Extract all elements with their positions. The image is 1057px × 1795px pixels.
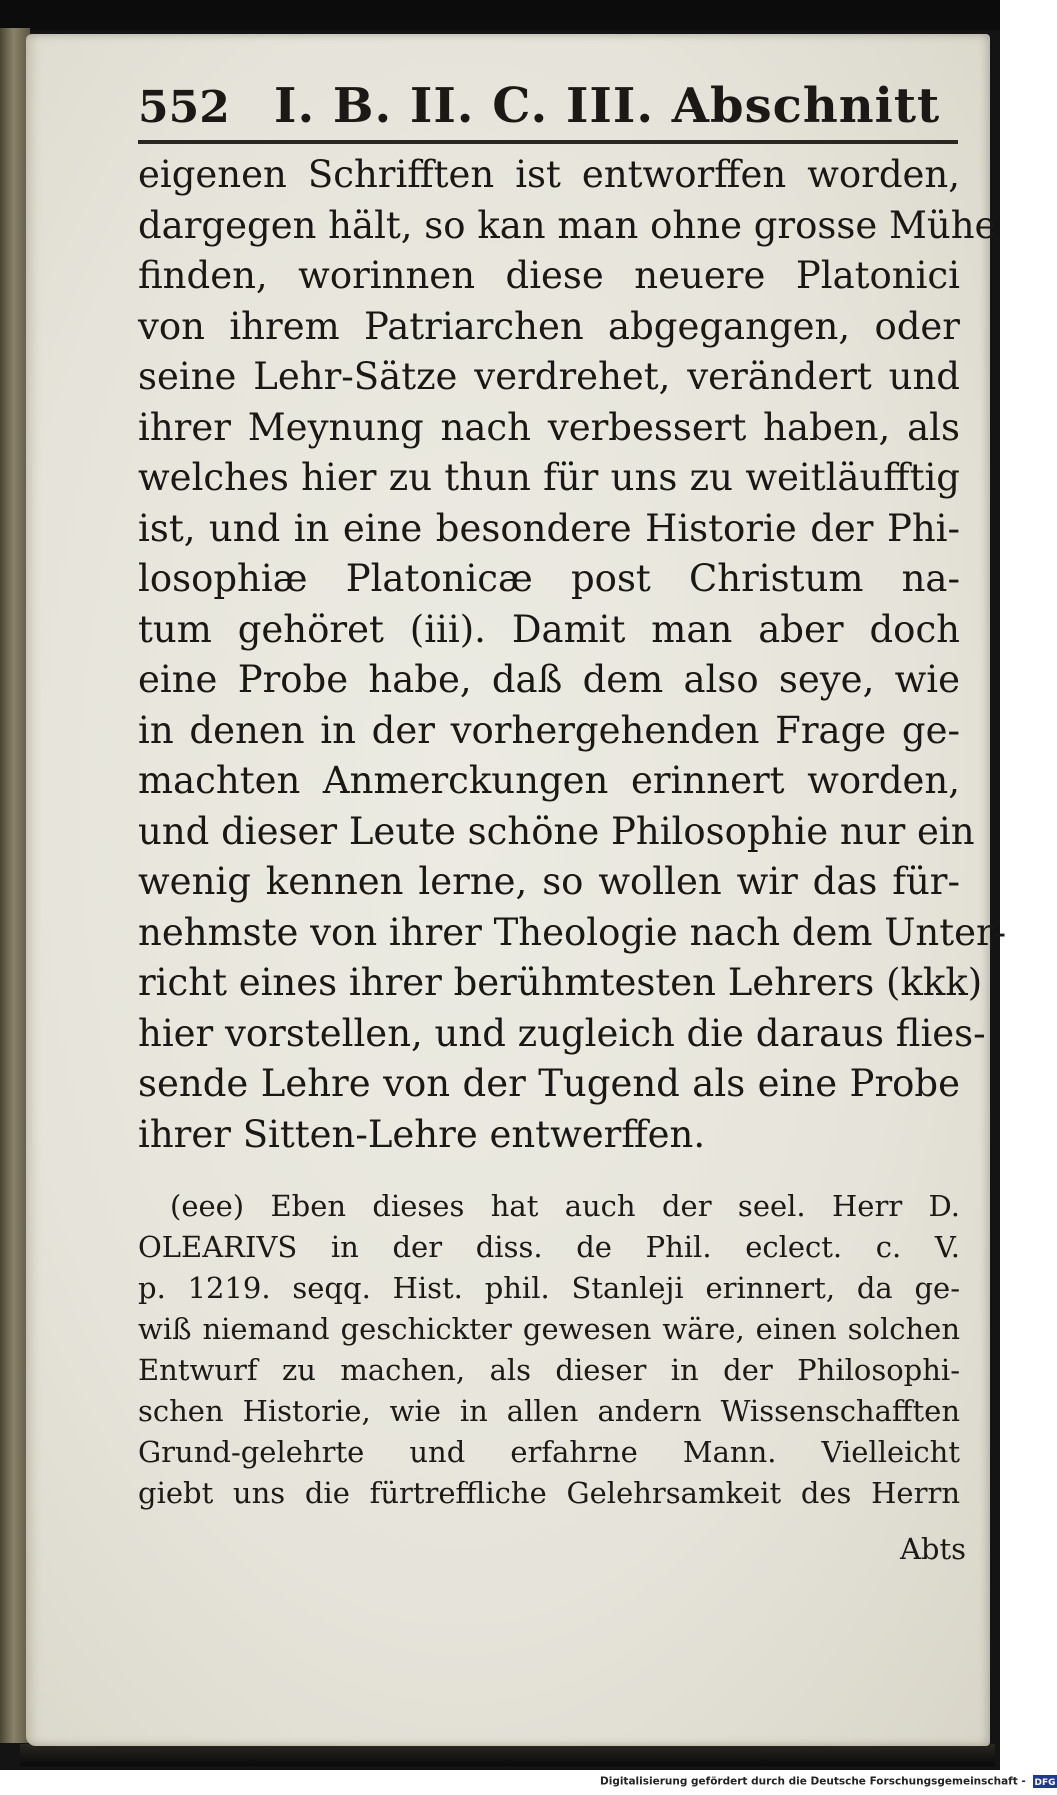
- text-line: richt eines ihrer berühmtesten Lehrers (kkk): [138, 961, 983, 1004]
- footnote-line: p. 1219. seqq. Hist. phil. Stanleji erinnert, da ge-: [138, 1271, 960, 1305]
- text-line: ihrer Meynung nach verbessert haben, als: [138, 405, 960, 449]
- text-line: losophiæ Platonicæ post Christum na-: [138, 557, 960, 600]
- footnote-line: Entwurf zu machen, als dieser in der Philosophi-: [138, 1353, 960, 1387]
- text-line: welches hier zu thun für uns zu weitläufftig: [138, 456, 960, 499]
- page-number: 552: [138, 82, 230, 133]
- text-line: eine Probe habe, daß dem also seye, wie: [138, 658, 960, 701]
- text-line: nehmste von ihrer Theologie nach dem Unter-: [138, 910, 1007, 954]
- main-text-block: [138, 150, 1007, 1160]
- footnote-line: OLEARIVS in der diss. de Phil. eclect. c. V.: [138, 1230, 960, 1264]
- footnote-line: wiß niemand geschickter gewesen wäre, einen solchen: [138, 1312, 960, 1346]
- text-line: hier vorstellen, und zugleich die daraus flies-: [138, 1011, 986, 1055]
- text-line: dargegen hält, so kan man ohne grosse Mühe: [138, 203, 997, 247]
- text-line: ihrer Sitten-Lehre entwerffen.: [138, 1112, 706, 1156]
- text-line: machten Anmerckungen erinnert worden,: [138, 759, 960, 802]
- dfg-logo-icon: [1033, 1775, 1057, 1788]
- text-line: in denen in der vorhergehenden Frage ge-: [138, 708, 960, 752]
- footnote-line: giebt uns die fürtreffliche Gelehrsamkeit des Herrn: [138, 1476, 960, 1510]
- text-line: wenig kennen lerne, so wollen wir das für-: [138, 860, 960, 903]
- text-line: finden, worinnen diese neuere Platonici: [138, 254, 960, 297]
- page-header: [138, 78, 958, 138]
- text-line: von ihrem Patriarchen abgegangen, oder: [138, 304, 960, 348]
- scan-top-strip: [0, 0, 1000, 30]
- footnote-line: (eee) Eben dieses hat auch der seel. Herr D.: [170, 1189, 960, 1223]
- catchword: Abts: [899, 1532, 966, 1566]
- footnote-line: Grund-gelehrte und erfahrne Mann. Vielleicht: [138, 1435, 960, 1469]
- text-line: seine Lehr-Sätze verdrehet, verändert und: [138, 355, 960, 398]
- text-line: eigenen Schrifften ist entworffen worden,: [138, 153, 960, 196]
- text-line: ist, und in eine besondere Historie der Phi-: [138, 506, 960, 550]
- digitization-credit: [600, 1775, 1056, 1793]
- footnote-block: [138, 1186, 960, 1514]
- text-line: und dieser Leute schöne Philosophie nur ein: [138, 809, 975, 853]
- footnote-line: schen Historie, wie in allen andern Wissenschafften: [138, 1394, 960, 1428]
- book-bottom-edge: [20, 1744, 995, 1766]
- text-line: sende Lehre von der Tugend als eine Probe: [138, 1062, 960, 1105]
- dfg-logo-text: DFG: [1034, 1778, 1056, 1788]
- header-rule: [138, 140, 958, 144]
- text-line: tum gehöret (iii). Damit man aber doch: [138, 607, 960, 651]
- credit-text: Digitalisierung gefördert durch die Deutsche Forschungsgemeinschaft -: [600, 1775, 1026, 1788]
- running-head: I. B. II. C. III. Abschnitt: [274, 78, 941, 134]
